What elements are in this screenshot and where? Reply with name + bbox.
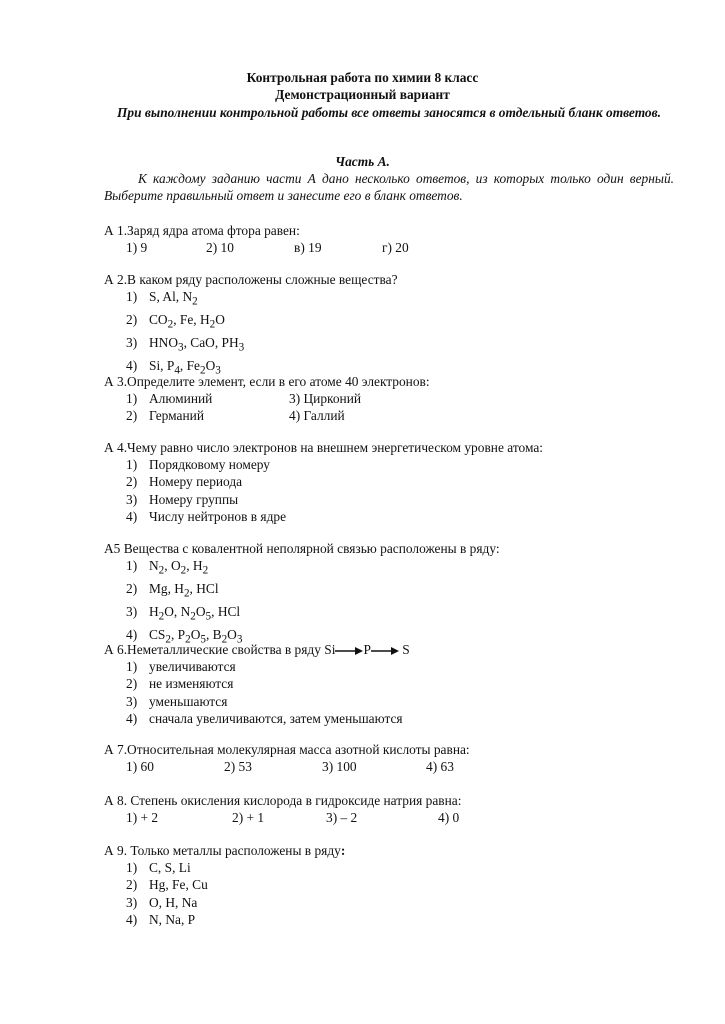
options-list bbox=[104, 859, 684, 928]
option: 1) S, Al, $N_2$ bbox=[126, 289, 198, 308]
question-a1 bbox=[104, 222, 684, 256]
question-text: А 2.В каком ряду расположены сложные вещества? bbox=[104, 272, 398, 287]
arrow-right-icon bbox=[335, 646, 363, 656]
option: 1) 9 bbox=[126, 240, 148, 256]
part-instruction: К каждому заданию части А дано несколько ответов, из которых только один верный. Выберите правильный ответ и занесите его в бланк ответов. bbox=[104, 171, 674, 204]
question-text: А 6.Неметаллические свойства в ряду Si P S bbox=[104, 642, 410, 657]
option: 4) Si, $P_4$, $Fe_2O_3$ bbox=[126, 357, 221, 377]
option: 2) Hg, Fe, Cu bbox=[126, 877, 208, 893]
option: 3) – 2 bbox=[326, 810, 358, 826]
options-row bbox=[104, 809, 684, 826]
question-text: А 9. Только металлы расположены в ряду: bbox=[104, 843, 346, 858]
option: 3) $HNO_3$, CaO, $PH_3$ bbox=[126, 334, 245, 354]
option: 2) Номеру периода bbox=[126, 474, 243, 490]
arrow-right-icon bbox=[371, 646, 399, 656]
options-row bbox=[104, 758, 684, 775]
document-instruction: При выполнении контрольной работы все ответы заносятся в отдельный бланк ответов. bbox=[117, 105, 661, 120]
option: 4) 63 bbox=[426, 759, 454, 775]
option-row: 2) Германий 4) Галлий bbox=[126, 408, 345, 424]
option: 2) $CO_2$, Fe, $H_2O$ bbox=[126, 312, 225, 331]
option: 3) O, H, Na bbox=[126, 894, 198, 910]
option: 4) N, Na, P bbox=[126, 911, 196, 927]
option-row: 1) Алюминий 3) Цирконий bbox=[126, 391, 362, 407]
question-text: А 4.Чему равно число электронов на внешнем энергетическом уровне атома: bbox=[104, 440, 543, 455]
option: 3) $H_2O$, $N_2O_5$, HCl bbox=[126, 603, 241, 623]
options-row bbox=[104, 239, 684, 256]
question-a5 bbox=[104, 540, 684, 649]
document-title: Контрольная работа по химии 8 класс bbox=[246, 70, 479, 85]
options-list bbox=[104, 288, 684, 380]
option: 3) уменьшаются bbox=[126, 693, 228, 709]
question-a8 bbox=[104, 792, 684, 826]
options-list bbox=[104, 658, 684, 727]
question-a3 bbox=[104, 373, 684, 425]
question-a2 bbox=[104, 271, 684, 380]
option: 4) $CS_2$, $P_2O_5$, $B_2O_3$ bbox=[126, 626, 243, 646]
option: 3) 100 bbox=[322, 759, 357, 775]
question-a4 bbox=[104, 439, 684, 525]
option: 2) 10 bbox=[206, 240, 234, 256]
document-variant: Демонстрационный вариант bbox=[275, 87, 450, 102]
option: 2) не изменяются bbox=[126, 676, 234, 692]
question-a7 bbox=[104, 741, 684, 775]
option: 1) Порядковому номеру bbox=[126, 457, 270, 473]
question-a9 bbox=[104, 842, 684, 928]
option: 1) увеличиваются bbox=[126, 659, 236, 675]
options-list bbox=[104, 456, 684, 525]
option: 1) + 2 bbox=[126, 810, 159, 826]
option: 4) Числу нейтронов в ядре bbox=[126, 508, 287, 524]
option: в) 19 bbox=[294, 240, 322, 256]
part-title: Часть А. bbox=[335, 154, 390, 169]
question-text: А 3.Определите элемент, если в его атоме 40 электронов: bbox=[104, 374, 430, 389]
option: 1) 60 bbox=[126, 759, 154, 775]
question-text: А5 Вещества с ковалентной неполярной связью расположены в ряду: bbox=[104, 541, 500, 556]
option: 1) $N_2$, $O_2$, $H_2$ bbox=[126, 558, 209, 577]
option: г) 20 bbox=[382, 240, 409, 256]
element-series: Si P S bbox=[324, 642, 410, 657]
question-text: А 1.Заряд ядра атома фтора равен: bbox=[104, 223, 300, 238]
question-text: А 8. Степень окисления кислорода в гидроксиде натрия равна: bbox=[104, 793, 462, 808]
option: 2) Mg, $H_2$, HCl bbox=[126, 581, 219, 600]
question-text: А 7.Относительная молекулярная масса азотной кислоты равна: bbox=[104, 742, 470, 757]
option: 4) сначала увеличиваются, затем уменьшаются bbox=[126, 710, 403, 726]
option: 4) 0 bbox=[438, 810, 460, 826]
option: 3) Номеру группы bbox=[126, 491, 239, 507]
options-list bbox=[104, 557, 684, 649]
options-list bbox=[104, 390, 684, 424]
question-a6 bbox=[104, 641, 684, 727]
option: 1) C, S, Li bbox=[126, 860, 191, 876]
option: 2) + 1 bbox=[232, 810, 265, 826]
option: 2) 53 bbox=[224, 759, 252, 775]
